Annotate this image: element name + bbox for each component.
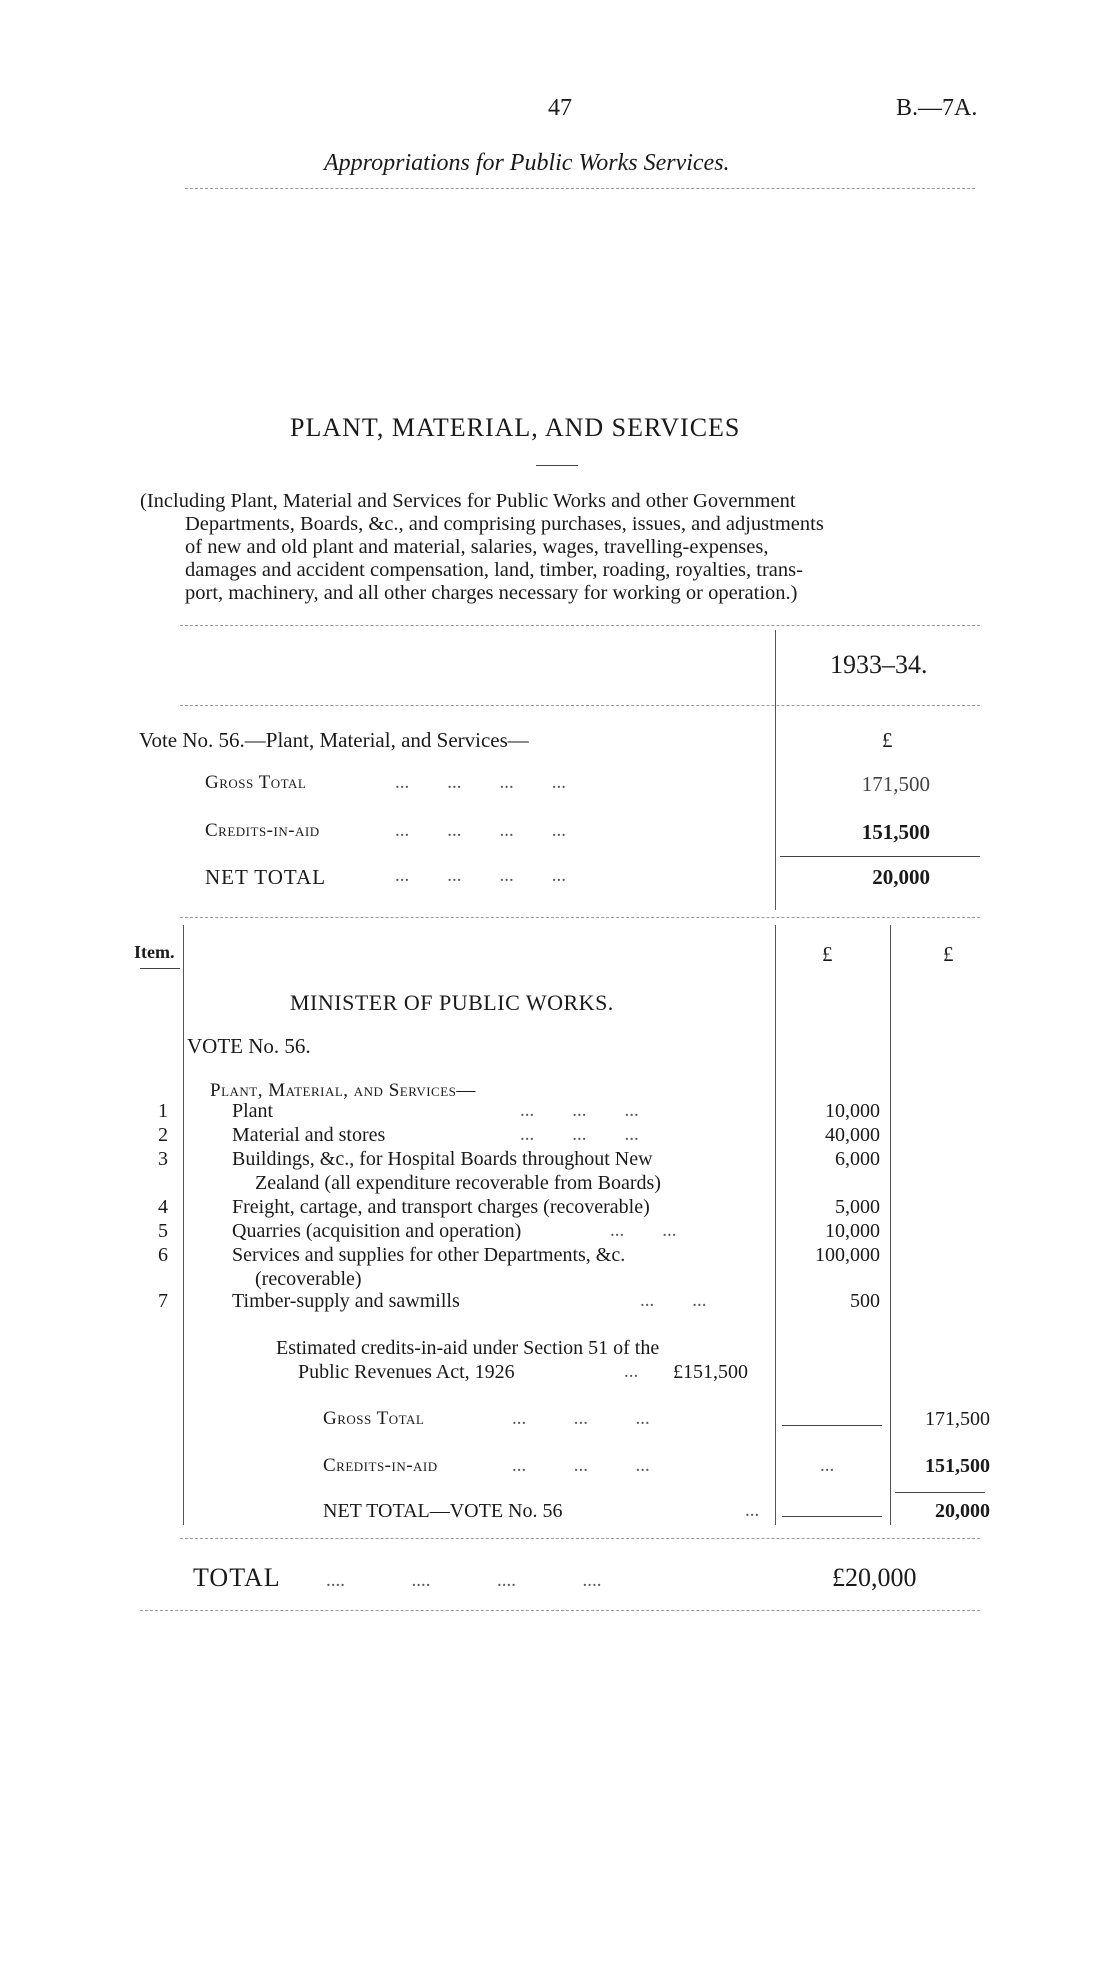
- item-number: 2: [158, 1124, 168, 1146]
- grand-total-rule: [140, 1610, 980, 1611]
- description-line: of new and old plant and material, salaries, wages, travelling-expenses,: [185, 536, 769, 558]
- item-dots: ... ...: [610, 1220, 677, 1241]
- item-header: Item.: [134, 942, 175, 962]
- grand-total-value: £20,000: [832, 1563, 917, 1592]
- summary-gross-total-label: Gross Total: [205, 772, 307, 793]
- year-heading: 1933–34.: [830, 650, 928, 679]
- summary-net-total-label: NET TOTAL: [205, 865, 327, 889]
- item-dots: ... ... ...: [520, 1100, 639, 1121]
- summary-dots: ... ... ... ...: [395, 820, 566, 841]
- estimate-amount: £151,500: [673, 1361, 748, 1383]
- item-amount: 40,000: [825, 1124, 880, 1146]
- summary-top-rule: [180, 625, 980, 626]
- estimate-dots: ...: [624, 1361, 639, 1382]
- grand-total-label: TOTAL: [193, 1563, 281, 1592]
- detail-credits-value: 151,500: [925, 1455, 990, 1477]
- item-header-underline: [140, 968, 180, 969]
- item-number: 7: [158, 1290, 168, 1312]
- item-description: Quarries (acquisition and operation): [232, 1220, 522, 1242]
- vote-heading: VOTE No. 56.: [187, 1034, 311, 1058]
- gross-total-rule: [782, 1425, 882, 1426]
- detail-gross-total-label: Gross Total: [323, 1408, 425, 1429]
- item-column-divider: [183, 925, 184, 1525]
- item-description: Buildings, &c., for Hospital Boards throughout New: [232, 1148, 653, 1170]
- item-description: Plant: [232, 1100, 274, 1122]
- description-line: Departments, Boards, &c., and comprising purchases, issues, and adjustments: [185, 513, 824, 535]
- detail-currency-2: £: [943, 942, 954, 966]
- summary-dots: ... ... ... ...: [395, 772, 566, 793]
- item-number: 3: [158, 1148, 168, 1170]
- detail-net-total-value: 20,000: [935, 1500, 990, 1522]
- summary-gross-total-value: 171,500: [861, 772, 930, 796]
- section-title: PLANT, MATERIAL, AND SERVICES: [290, 413, 741, 442]
- detail-credits-col1: ...: [820, 1455, 835, 1476]
- description-line: damages and accident compensation, land, timber, roading, royalties, trans-: [185, 559, 803, 581]
- item-amount: 10,000: [825, 1220, 880, 1242]
- minister-heading: MINISTER OF PUBLIC WORKS.: [290, 990, 614, 1015]
- page-number: 47: [548, 95, 572, 121]
- item-description-continued: Zealand (all expenditure recoverable from Boards): [255, 1172, 661, 1194]
- summary-currency: £: [882, 728, 893, 752]
- net-total-rule: [782, 1516, 882, 1517]
- item-dots: ... ... ...: [520, 1124, 639, 1145]
- item-amount: 5,000: [835, 1196, 880, 1218]
- summary-net-total-value: 20,000: [872, 865, 930, 889]
- summary-header-rule: [180, 705, 980, 706]
- item-number: 6: [158, 1244, 168, 1266]
- detail-gross-total-value: 171,500: [925, 1408, 990, 1430]
- items-section-heading: Plant, Material, and Services—: [210, 1080, 476, 1101]
- summary-credits-label: Credits-in-aid: [205, 820, 320, 841]
- title-underline: [536, 465, 578, 466]
- detail-bottom-rule: [180, 1538, 980, 1539]
- detail-currency-1: £: [822, 942, 833, 966]
- item-description-continued: (recoverable): [255, 1268, 362, 1290]
- detail-dots: ... ... ...: [512, 1455, 650, 1476]
- summary-credits-value: 151,500: [861, 820, 930, 844]
- estimate-note-continued: Public Revenues Act, 1926: [298, 1361, 515, 1383]
- description: [140, 490, 990, 605]
- net-total-rule-right: [895, 1492, 985, 1493]
- vote-line: Vote No. 56.—Plant, Material, and Services—: [139, 728, 529, 752]
- item-amount: 500: [850, 1290, 880, 1312]
- document-reference: B.—7A.: [896, 95, 978, 121]
- detail-dots: ... ... ...: [512, 1408, 650, 1429]
- subtitle-rule: [185, 188, 975, 189]
- item-description: Material and stores: [232, 1124, 386, 1146]
- item-dots: ... ...: [640, 1290, 707, 1311]
- amount-column-divider-2: [890, 925, 891, 1525]
- item-description: Timber-supply and sawmills: [232, 1290, 460, 1312]
- grand-total-dots: .... .... .... ....: [326, 1570, 602, 1591]
- description-line: port, machinery, and all other charges necessary for working or operation.): [185, 582, 798, 604]
- summary-bottom-rule: [180, 917, 980, 918]
- item-amount: 10,000: [825, 1100, 880, 1122]
- item-number: 4: [158, 1196, 168, 1218]
- summary-dots: ... ... ... ...: [395, 865, 566, 886]
- page-subtitle: Appropriations for Public Works Services.: [324, 150, 730, 176]
- detail-net-total-label: NET TOTAL—VOTE No. 56: [323, 1500, 563, 1522]
- description-line: (Including Plant, Material and Services for Public Works and other Government: [140, 490, 796, 512]
- item-description: Freight, cartage, and transport charges (recoverable): [232, 1196, 650, 1218]
- item-number: 1: [158, 1100, 168, 1122]
- item-number: 5: [158, 1220, 168, 1242]
- estimate-note: Estimated credits-in-aid under Section 51 of the: [276, 1337, 660, 1359]
- summary-net-rule: [780, 856, 980, 857]
- summary-column-divider: [775, 630, 776, 910]
- item-description: Services and supplies for other Departments, &c.: [232, 1244, 626, 1266]
- item-amount: 6,000: [835, 1148, 880, 1170]
- detail-dots: ...: [745, 1500, 760, 1521]
- item-amount: 100,000: [815, 1244, 880, 1266]
- detail-credits-label: Credits-in-aid: [323, 1455, 438, 1476]
